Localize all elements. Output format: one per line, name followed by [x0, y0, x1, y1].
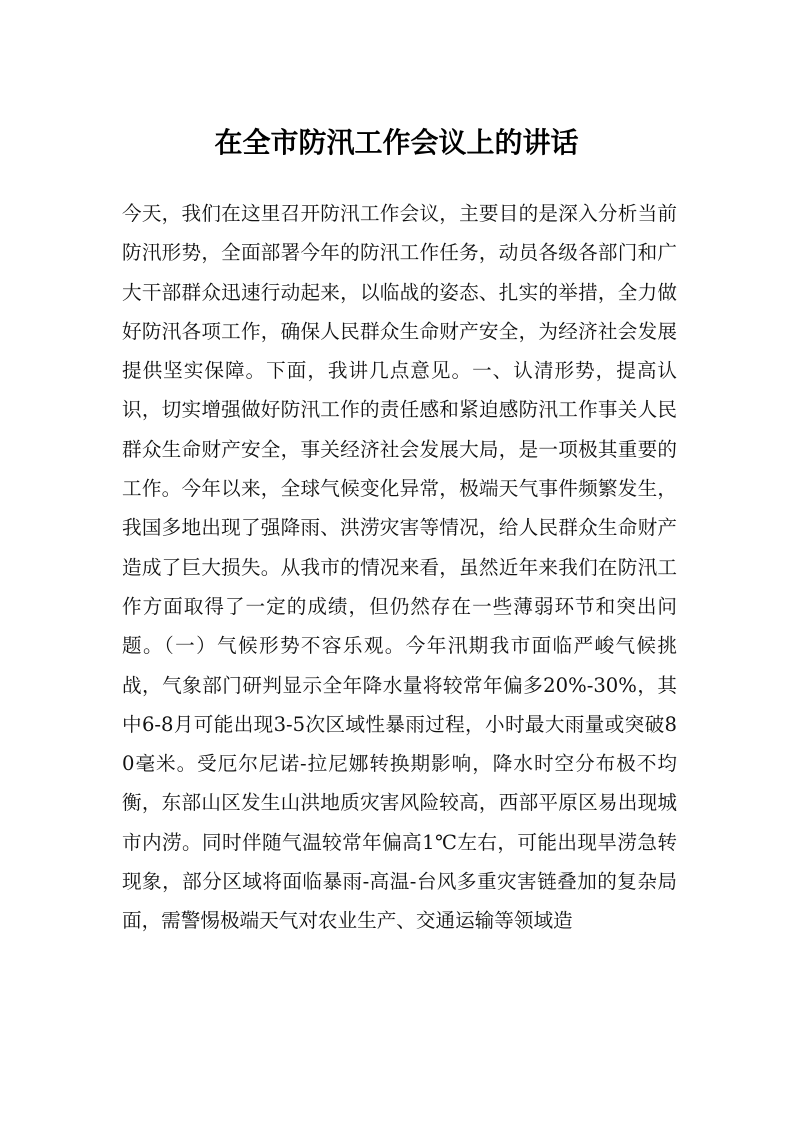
page-title: 在全市防汛工作会议上的讲话: [214, 126, 579, 159]
speech-body-text: 今天，我们在这里召开防汛工作会议，主要目的是深入分析当前防汛形势，全面部署今年的防汛工作任务，动员各级各部门和广大干部群众迅速行动起来，以临战的姿态、扎实的举措，全力做好防汛各项工作，确保人民群众生命财产安全，为经济社会发展提供坚实保障。下面，我讲几点意见。一、认清形势，提高认识，切实增强做好防汛工作的责任感和紧迫感防汛工作事关人民群众生命财产安全，事关经济社会发展大局，是一项极其重要的工作。今年以来，全球气候变化异常，极端天气事件频繁发生，我国多地出现了强降雨、洪涝灾害等情况，给人民群众生命财产造成了巨大损失。从我市的情况来看，虽然近年来我们在防汛工作方面取得了一定的成绩，但仍然存在一些薄弱环节和突出问题。（一）气候形势不容乐观。今年汛期我市面临严峻气候挑战，气象部门研判显示全年降水量将较常年偏多20%-30%，其中6-8月可能出现3-5次区域性暴雨过程，小时最大雨量或突破80毫米。受厄尔尼诺-拉尼娜转换期影响，降水时空分布极不均衡，东部山区发生山洪地质灾害风险较高，西部平原区易出现城市内涝。同时伴随气温较常年偏高1℃左右，可能出现旱涝急转现象，部分区域将面临暴雨-高温-台风多重灾害链叠加的复杂局面，需警惕极端天气对农业生产、交通运输等领域造: [122, 202, 677, 933]
